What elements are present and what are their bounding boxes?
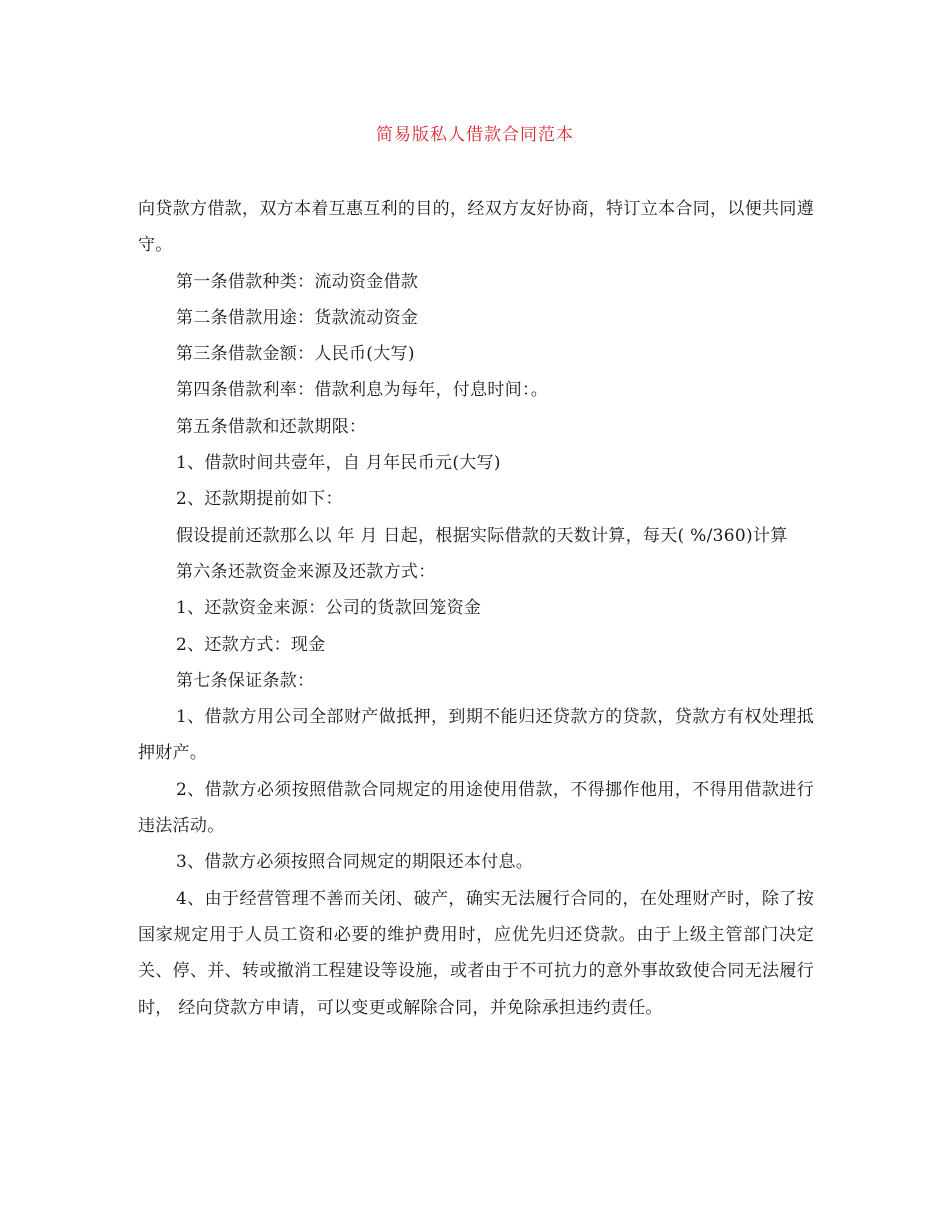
paragraph-article-7-item-2: 2、借款方必须按照借款合同规定的用途使用借款，不得挪作他用，不得用借款进行违法活动。 <box>138 779 814 837</box>
document-body <box>138 191 814 1026</box>
paragraph-article-6: 第六条还款资金来源及还款方式： <box>176 561 436 582</box>
paragraph-article-5-item-2: 2、还款期提前如下： <box>176 489 343 510</box>
paragraph-article-6-item-2: 2、还款方式：现金 <box>176 634 326 655</box>
paragraph-article-4: 第四条借款利率：借款利息为每年，付息时间：。 <box>176 380 549 401</box>
paragraph-intro: 向贷款方借款，双方本着互惠互利的目的，经双方友好协商，特订立本合同，以便共同遵守。 <box>138 199 814 256</box>
paragraph-article-7: 第七条保证条款： <box>176 670 315 691</box>
paragraph-article-6-item-1: 1、还款资金来源：公司的货款回笼资金 <box>176 598 482 619</box>
paragraph-article-1: 第一条借款种类：流动资金借款 <box>176 271 419 292</box>
paragraph-article-7-item-1: 1、借款方用公司全部财产做抵押，到期不能归还贷款方的贷款，贷款方有权处理抵押财产。 <box>138 707 814 764</box>
paragraph-article-2: 第二条借款用途：货款流动资金 <box>176 307 419 328</box>
paragraph-article-3: 第三条借款金额：人民币(大写) <box>176 344 415 365</box>
paragraph-article-5-item-1: 1、借款时间共壹年，自 月年民币元(大写) <box>176 453 501 474</box>
paragraph-early-repayment: 假设提前还款那么以 年 月 日起，根据实际借款的天数计算，每天( %/360)计算 <box>176 525 788 546</box>
paragraph-article-7-item-3: 3、借款方必须按照合同规定的期限还本付息。 <box>176 852 534 873</box>
paragraph-article-7-item-4: 4、由于经营管理不善而关闭、破产，确实无法履行合同的，在处理财产时，除了按国家规定用于人员工资和必要的维护费用时，应优先归还贷款。由于上级主管部门决定关、停、并、转或撤消工程建设等设施，或者由于不可抗力的意外事故致使合同无法履行时， 经向贷款方申请，可以变更或解除合同，并免除承担违约责任。 <box>138 888 814 1018</box>
document-title: 简易版私人借款合同范本 <box>376 125 574 145</box>
paragraph-article-5: 第五条借款和还款期限： <box>176 416 367 437</box>
